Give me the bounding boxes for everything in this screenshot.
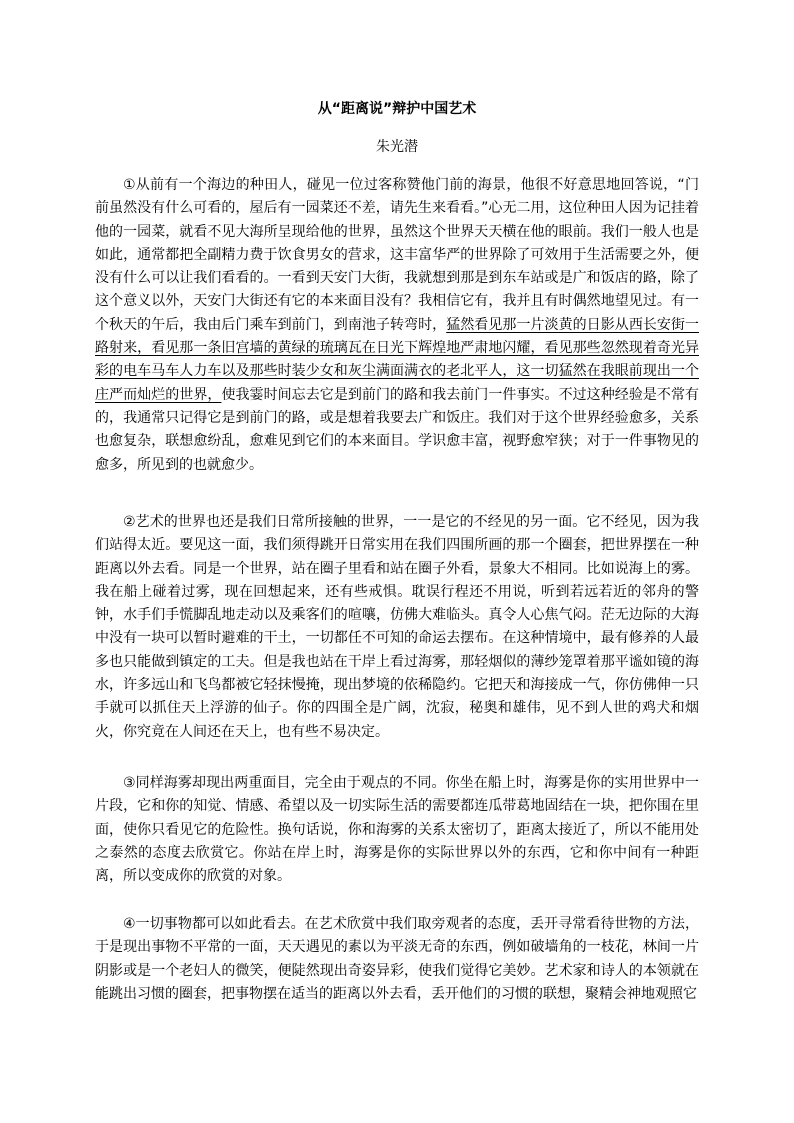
paragraph-1-underlined-text: 猛然看见那一片淡黄的日影从西长安街一路射来，看见那一条旧宫墙的黄绿的琉璃瓦在日光下辉煌地严肃地闪耀，看见那些忽然现着奇光异彩的电车马车人力车以及那些时装少女和灰尘满面满衣的老北平人，这一切猛然在我眼前现出一个庄严而灿烂的世界， bbox=[95, 316, 700, 403]
article-title: 从“距离说”辩护中国艺术 bbox=[317, 101, 477, 117]
article-author: 朱光潜 bbox=[376, 139, 418, 155]
paragraph-3: ③同样海雾却现出两重面目，完全由于观点的不同。你坐在船上时，海雾是你的实用世界中一片段，它和你的知觉、情感、希望以及一切实际生活的需要都连瓜带葛地固结在一块，把你围在里面，使你只看见它的危险性。换句话说，你和海雾的关系太密切了，距离太接近了，所以不能用处之泰然的态度去欣赏它。你站在岸上时，海雾是你的实际世界以外的东西，它和你中间有一种距离，所以变成你的欣赏的对象。 bbox=[95, 775, 699, 885]
paragraph-4: ④一切事物都可以如此看去。在艺术欣赏中我们取旁观者的态度，丢开寻常看待世物的方法，于是现出事物不平常的一面，天天遇见的素以为平淡无奇的东西，例如破墙角的一枝花，林间一片阴影或是一个老妇人的微笑，便陡然现出奇姿异彩，使我们觉得它美妙。艺术家和诗人的本领就在能跳出习惯的圈套，把事物摆在适当的距离以外去看，丢开他们的习惯的联想，聚精会神地观照它 bbox=[95, 916, 699, 1002]
paragraph-1 bbox=[95, 174, 699, 477]
paragraph-1-text-before: ①从前有一个海边的种田人，碰见一位过客称赞他门前的海景，他很不好意思地回答说，“门前虽然没有什么可看的，屋后有一园菜还不差，请先生来看看。”心无二用，这位种田人因为记挂着他的一园菜，就看不见大海所呈现给他的世界，虽然这个世界天天横在他的眼前。我们一般人也是如此，通常都把全副精力费于饮食男女的营求，这丰富华严的世界除了可效用于生活需要之外，便没有什么可以让我们看看的。一看到天安门大街，我就想到那是到东车站或是广和饭店的路，除了这个意义以外，天安门大街还有它的本来面目没有？我相信它有，我并且有时偶然地望见过。有一个秋天的午后，我由后门乘车到前门，到南池子转弯时， bbox=[95, 177, 699, 333]
paragraph-1-text-after: 使我霎时间忘去它是到前门的路和我去前门一件事实。不过这种经验是不常有的，我通常只记得它是到前门的路，或是想着我要去广和饭庄。我们对于这个世界经验愈多，关系也愈复杂，联想愈纷乱，愈难见到它们的本来面目。学识愈丰富，视野愈窄狭；对于一件事物见的愈多，所见到的也就愈少。 bbox=[95, 386, 700, 473]
paragraph-2: ②艺术的世界也还是我们日常所接触的世界，一一是它的不经见的另一面。它不经见，因为我们站得太近。要见这一面，我们须得跳开日常实用在我们四围所画的那一个圈套，把世界摆在一种距离以外去看。同是一个世界，站在圈子里看和站在圈子外看，景象大不相同。比如说海上的雾。我在船上碰着过雾，现在回想起来，还有些戒惧。耽误行程还不用说，听到若远若近的邻舟的警钟，水手们手慌脚乱地走动以及乘客们的喧嚷，仿佛大难临头。真令人心焦气闷。茫无边际的大海中没有一块可以暂时避难的干土，一切都任不可知的命运去摆布。在这种情境中，最有修养的人最多也只能做到镇定的工夫。但是我也站在干岸上看过海雾，那轻烟似的薄纱笼罩着那平谧如镜的海水，许多远山和飞鸟都被它轻抹慢掩，现出梦境的依稀隐约。它把天和海接成一气，你仿佛伸一只手就可以抓住天上浮游的仙子。你的四围全是广阔，沈寂，秘奥和雄伟，见不到人世的鸡犬和烟火，你究竟在人间还在天上，也有些不易决定。 bbox=[95, 514, 699, 740]
